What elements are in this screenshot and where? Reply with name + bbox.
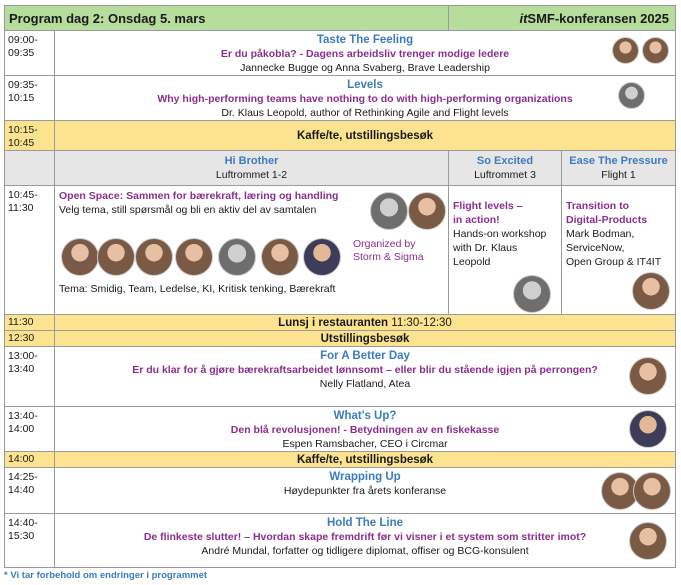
session-subtitle: Why high-performing teams have nothing to do with high-performing organizations	[157, 93, 573, 105]
slot-row	[5, 31, 676, 76]
room-location: Luftrommet 1-2	[215, 169, 288, 181]
rooms-blank	[5, 151, 55, 186]
session-title: Taste The Feeling	[316, 34, 414, 46]
session-title: Flight levels – in action!	[453, 200, 523, 226]
session-subtitle: Er du påkobla? - Dagens arbeidsliv trenger modige ledere	[220, 48, 510, 60]
session-title: For A Better Day	[320, 350, 410, 362]
facilitator-photo-icon	[97, 238, 135, 276]
room-so-excited	[449, 151, 562, 186]
room-hi-brother	[55, 151, 449, 186]
slot-time: 12:30	[5, 331, 55, 347]
speaker-photo-icon	[618, 82, 645, 109]
break-row	[5, 121, 676, 151]
session-title: What's Up?	[333, 410, 397, 422]
speaker-photo-icon	[629, 410, 667, 448]
exhibition-label: Utstillingsbesøk	[55, 331, 676, 347]
host-photo-icon	[408, 192, 446, 230]
room-name: So Excited	[476, 155, 534, 167]
topics-line: Tema: Smidig, Team, Ledelse, KI, Kritisk tenking, Bærekraft	[59, 283, 336, 295]
program-title: Program dag 2: Onsdag 5. mars	[5, 6, 449, 31]
session-wrapping-up	[55, 468, 676, 514]
room-location: Luftrommet 3	[474, 169, 536, 181]
slot-time: 09:00-09:35	[5, 31, 55, 76]
break-label: Kaffe/te, utstillingsbesøk	[55, 452, 676, 468]
lunch-label: Lunsj i restauranten 11:30-12:30	[55, 315, 676, 331]
organizer-note: Organized by Storm & Sigma	[353, 238, 424, 263]
session-for-a-better-day	[55, 347, 676, 407]
session-open-space	[55, 186, 449, 315]
slot-time: 14:25-14:40	[5, 468, 55, 514]
speaker-photo-icon	[632, 272, 670, 310]
speaker-photo-icon	[629, 357, 667, 395]
facilitator-photo-icon	[175, 238, 213, 276]
session-speaker: Nelly Flatland, Atea	[319, 378, 411, 390]
facilitator-photo-icon	[218, 238, 256, 276]
session-speaker: Jannecke Bugge og Anna Svaberg, Brave Leadership	[240, 62, 490, 74]
session-flight-levels	[449, 186, 562, 315]
facilitator-photo-icon	[303, 238, 341, 276]
rooms-row	[5, 151, 676, 186]
lunch-row	[5, 315, 676, 331]
slot-row	[5, 468, 676, 514]
speaker-photo-icon	[513, 275, 551, 313]
slot-time: 10:15-10:45	[5, 121, 55, 151]
host-photo-icon	[370, 192, 408, 230]
session-description: Mark Bodman, ServiceNow, Open Group & IT4IT	[566, 228, 662, 268]
session-title: Open Space: Sammen for bærekraft, læring og handling	[59, 190, 339, 202]
slot-row	[5, 347, 676, 407]
session-hold-the-line	[55, 514, 676, 568]
session-levels	[55, 76, 676, 121]
speaker-photo-icon	[612, 37, 639, 64]
speaker-photo-icon	[629, 522, 667, 560]
slot-time: 10:45-11:30	[5, 186, 55, 315]
break-label: Kaffe/te, utstillingsbesøk	[55, 121, 676, 151]
session-description: Hands-on workshop with Dr. Klaus Leopold	[453, 228, 547, 268]
session-title: Hold The Line	[326, 517, 404, 529]
session-subtitle: De flinkeste slutter! – Hvordan skape fremdrift før vi visner i et system som stritter imot?	[143, 531, 587, 543]
facilitator-photo-icon	[135, 238, 173, 276]
program-table	[4, 5, 676, 568]
session-subtitle: Den blå revolusjonen! - Betydningen av en fiskekasse	[230, 424, 500, 436]
facilitator-photo-icon	[61, 238, 99, 276]
slot-row	[5, 407, 676, 452]
slot-time: 13:00-13:40	[5, 347, 55, 407]
session-title: Transition to Digital-Products	[566, 200, 648, 226]
facilitator-photo-icon	[261, 238, 299, 276]
slot-time: 11:30	[5, 315, 55, 331]
parallel-row	[5, 186, 676, 315]
session-speaker: Espen Ramsbacher, CEO i Circmar	[282, 438, 448, 450]
slot-row	[5, 514, 676, 568]
session-subtitle: Er du klar for å gjøre bærekraftsarbeidet lønnsomt – eller blir du stående igjen på perrongen?	[132, 364, 598, 376]
room-name: Ease The Pressure	[569, 155, 668, 167]
session-speaker: Høydepunkter fra årets konferanse	[283, 485, 447, 497]
slot-time: 14:40-15:30	[5, 514, 55, 568]
session-transition	[562, 186, 676, 315]
slot-time: 13:40-14:00	[5, 407, 55, 452]
room-location: Flight 1	[601, 169, 636, 181]
footnote: * Vi tar forbehold om endringer i programmet	[4, 570, 208, 581]
session-description: Velg tema, still spørsmål og bli en aktiv del av samtalen	[59, 204, 317, 216]
room-ease-the-pressure	[562, 151, 676, 186]
session-taste-the-feeling	[55, 31, 676, 76]
slot-row	[5, 76, 676, 121]
session-title: Levels	[347, 79, 383, 91]
speaker-photo-icon	[642, 37, 669, 64]
speaker-photo-icon	[633, 472, 671, 510]
session-whats-up	[55, 407, 676, 452]
session-title: Wrapping Up	[329, 471, 401, 483]
room-name: Hi Brother	[224, 155, 279, 167]
session-speaker: Dr. Klaus Leopold, author of Rethinking Agile and Flight levels	[221, 107, 509, 119]
conference-name: itSMF-konferansen 2025	[449, 6, 676, 31]
session-speaker: André Mundal, forfatter og tidligere diplomat, offiser og BCG-konsulent	[201, 545, 529, 557]
exhibition-row	[5, 331, 676, 347]
header-row	[5, 6, 676, 31]
slot-time: 09:35-10:15	[5, 76, 55, 121]
break-row	[5, 452, 676, 468]
slot-time: 14:00	[5, 452, 55, 468]
